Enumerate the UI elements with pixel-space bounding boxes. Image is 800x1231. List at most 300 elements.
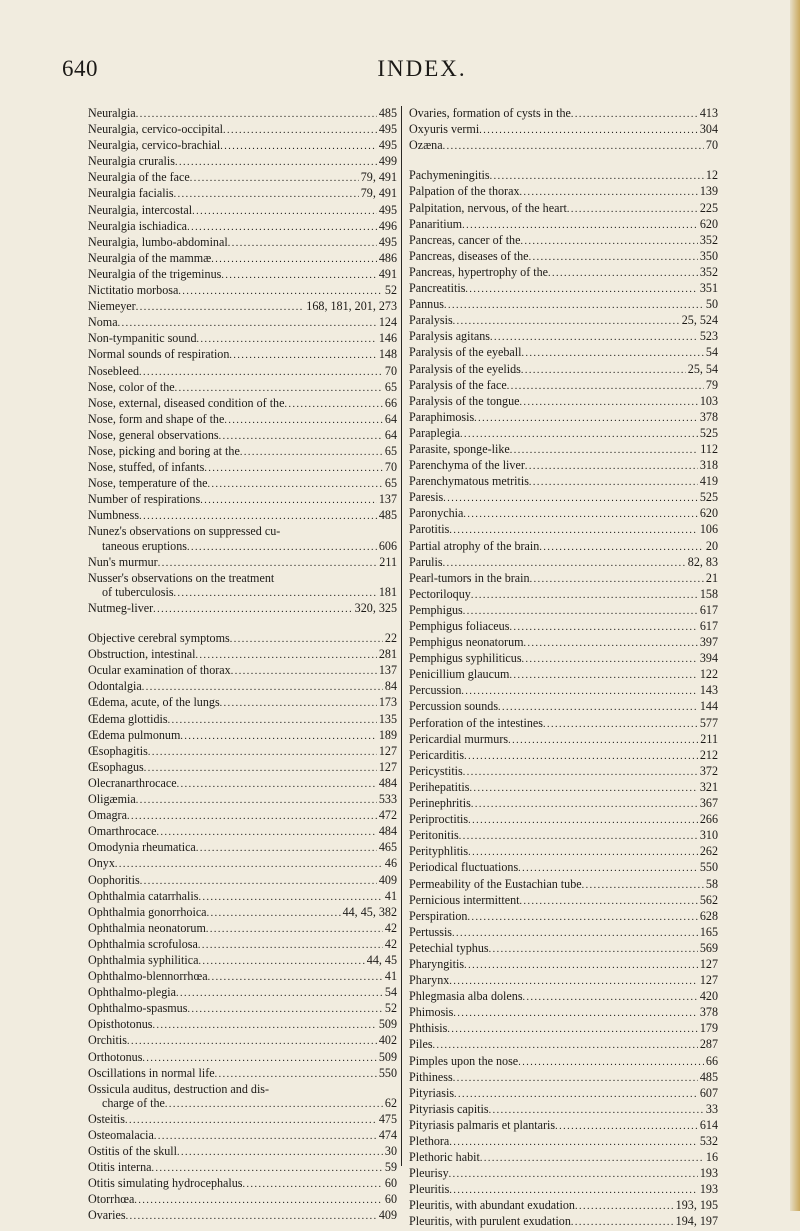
index-term: Pleuritis, with purulent exudation [409, 1214, 571, 1229]
page-reference: 146 [378, 331, 397, 346]
page-reference: 321 [699, 779, 718, 794]
index-term: Paronychia [409, 506, 464, 521]
index-term: Pemphigus neonatorum [409, 635, 524, 650]
index-term: Neuralgia of the trigeminus [88, 266, 222, 281]
dot-leader [168, 712, 377, 728]
dot-leader [165, 1096, 383, 1112]
index-entry [409, 1005, 718, 1021]
dot-leader [498, 699, 698, 715]
index-term: Parenchymatous metritis [409, 474, 529, 489]
page-reference: 42 [384, 936, 397, 951]
index-entry [409, 1021, 718, 1037]
index-entry [88, 856, 397, 872]
dot-leader [187, 1001, 382, 1017]
index-entry [409, 217, 718, 233]
page-reference: 495 [378, 202, 397, 217]
index-entry [88, 524, 397, 538]
page-reference: 378 [699, 1005, 718, 1020]
index-term: Pannus [409, 297, 444, 312]
dot-leader [508, 732, 698, 748]
dot-leader [518, 1054, 704, 1070]
index-term: Ophthalmo-blennorrhœa [88, 969, 208, 984]
index-term: Pityriasis capitis [409, 1101, 489, 1116]
index-entry [88, 1001, 397, 1017]
dot-leader [158, 555, 378, 571]
dot-leader [208, 476, 383, 492]
page-reference: 262 [699, 844, 718, 859]
page-reference: 607 [699, 1085, 718, 1100]
index-term: Numbness [88, 508, 140, 523]
dot-leader [571, 106, 698, 122]
index-entry [88, 695, 397, 711]
page-reference: 266 [699, 812, 718, 827]
index-term: Parenchyma of the liver [409, 458, 525, 473]
index-term: Percussion [409, 683, 462, 698]
page-reference: 620 [699, 506, 718, 521]
index-term: Œsophagus [88, 759, 144, 774]
index-term: Paralysis agitans [409, 329, 490, 344]
index-term: Osteomalacia [88, 1128, 154, 1142]
index-entry [409, 828, 718, 844]
dot-leader [196, 647, 377, 663]
index-columns [88, 106, 730, 1229]
index-entry [409, 345, 718, 361]
page-reference: 64 [384, 411, 397, 426]
index-term: Œsophagitis [88, 743, 148, 758]
index-entry [88, 1033, 397, 1049]
page-reference: 79, 491 [360, 186, 397, 201]
index-entry [409, 506, 718, 522]
index-entry [88, 154, 397, 170]
index-term: Perspiration [409, 908, 468, 923]
dot-leader [229, 347, 376, 363]
dot-leader [525, 458, 698, 474]
page-reference: 211 [379, 554, 397, 569]
index-entry [88, 396, 397, 412]
index-term: Panaritium [409, 216, 463, 231]
index-term: Œdema, acute, of the lungs [88, 695, 220, 710]
page-reference: 409 [378, 1208, 397, 1223]
page-reference: 54 [705, 345, 718, 360]
index-entry [88, 585, 397, 601]
index-term: Parulis [409, 554, 443, 569]
index-entry [409, 362, 718, 378]
index-term: Pearl-tumors in the brain [409, 570, 530, 585]
index-term: Nosebleed [88, 363, 140, 378]
dot-leader [125, 1112, 377, 1128]
index-term: Periodical fluctuations [409, 860, 519, 875]
dot-leader [449, 1182, 698, 1198]
index-entry [409, 1182, 718, 1198]
page-reference: 44, 45, 382 [342, 904, 397, 919]
index-entry [88, 889, 397, 905]
page-reference: 41 [384, 888, 397, 903]
dot-leader [221, 267, 377, 283]
index-entry [409, 571, 718, 587]
dot-leader [463, 764, 698, 780]
page-reference: 212 [699, 747, 718, 762]
dot-leader [465, 281, 697, 297]
index-term: Ozæna [409, 138, 443, 153]
dot-leader [523, 989, 698, 1005]
page-reference: 65 [384, 476, 397, 491]
index-entry [409, 539, 718, 555]
index-term: Pericarditis [409, 747, 465, 762]
index-entry [409, 313, 718, 329]
index-term: Oscillations in normal life [88, 1065, 215, 1080]
dot-leader [460, 426, 698, 442]
index-entry [88, 364, 397, 380]
index-term: Perityphlitis [409, 844, 469, 859]
index-entry [409, 490, 718, 506]
page-reference: 486 [378, 250, 397, 265]
index-entry [88, 1176, 397, 1192]
page-reference: 402 [378, 1033, 397, 1048]
index-entry [88, 380, 397, 396]
dot-leader [136, 792, 377, 808]
index-term: Ostitis of the skull [88, 1144, 178, 1159]
page-reference: 30 [384, 1144, 397, 1159]
dot-leader [462, 217, 698, 233]
dot-leader [463, 603, 698, 619]
dot-leader [520, 184, 698, 200]
index-term: Pectoriloquy [409, 586, 471, 601]
dot-leader [220, 138, 377, 154]
index-entry [409, 603, 718, 619]
dot-leader [479, 122, 698, 138]
index-term: Œdema glottidis [88, 711, 168, 726]
page-reference: 606 [378, 538, 397, 553]
page-reference: 352 [699, 264, 718, 279]
dot-leader [211, 251, 377, 267]
index-term: Parasite, sponge-like [409, 441, 510, 456]
index-term: taneous eruptions [102, 538, 187, 553]
dot-leader [136, 106, 377, 122]
index-term: Paralysis of the face [409, 377, 507, 392]
section-gap [409, 154, 718, 168]
dot-leader [489, 1102, 704, 1118]
index-entry [409, 426, 718, 442]
page-reference: 103 [699, 393, 718, 408]
index-entry [88, 508, 397, 524]
dot-leader [449, 522, 698, 538]
page-reference: 137 [378, 663, 397, 678]
index-term: Nutmeg-liver [88, 600, 154, 615]
index-entry [409, 1118, 718, 1134]
page-reference: 21 [705, 570, 718, 585]
index-entry [409, 442, 718, 458]
index-term: Pachymeningitis [409, 168, 490, 183]
index-term: Non-tympanitic sound [88, 331, 197, 346]
index-entry [409, 458, 718, 474]
dot-leader [452, 925, 698, 941]
index-entry [88, 728, 397, 744]
dot-leader [176, 985, 383, 1001]
dot-leader [449, 1166, 698, 1182]
index-term: Oophoritis [88, 872, 140, 887]
dot-leader [443, 490, 698, 506]
page-reference: 65 [384, 443, 397, 458]
index-entry [88, 663, 397, 679]
index-term: Pancreas, diseases of the [409, 248, 529, 263]
index-term: Paraplegia [409, 425, 461, 440]
page-reference: 42 [384, 920, 397, 935]
index-entry [88, 1066, 397, 1082]
index-term: Orchitis [88, 1033, 127, 1048]
dot-leader [543, 716, 698, 732]
index-term: Nose, stuffed, of infants [88, 460, 205, 475]
index-term: Periproctitis [409, 812, 469, 827]
page-reference: 158 [699, 586, 718, 601]
page-reference: 523 [699, 329, 718, 344]
index-term: Plethoric habit [409, 1150, 480, 1165]
index-term: Petechial typhus [409, 940, 489, 955]
index-entry [409, 716, 718, 732]
page-reference: 193, 195 [675, 1198, 718, 1213]
index-term: Ovaries, formation of cysts in the [409, 106, 571, 120]
page-reference: 65 [384, 379, 397, 394]
page-reference: 320, 325 [354, 600, 397, 615]
page-reference: 41 [384, 969, 397, 984]
index-term: Neuralgia ischiadica [88, 218, 188, 233]
index-term: Nusser's observations on the treatment [88, 570, 275, 585]
page-reference: 79, 491 [360, 170, 397, 185]
index-term: Pemphigus syphiliticus [409, 651, 522, 666]
index-entry [88, 1096, 397, 1112]
index-entry [409, 233, 718, 249]
dot-leader [187, 219, 377, 235]
index-entry [409, 201, 718, 217]
index-entry [88, 299, 397, 315]
dot-leader [142, 1050, 376, 1066]
index-entry [409, 249, 718, 265]
dot-leader [154, 1128, 377, 1144]
page-reference: 394 [699, 651, 718, 666]
index-term: Palpation of the thorax [409, 184, 520, 199]
index-entry [409, 989, 718, 1005]
index-entry [409, 522, 718, 538]
page-reference: 59 [384, 1160, 397, 1175]
dot-leader [459, 828, 698, 844]
index-entry [88, 571, 397, 585]
index-term: Ovaries [88, 1208, 126, 1223]
dot-leader [196, 840, 377, 856]
page-reference: 485 [378, 106, 397, 120]
index-term: Pleurisy [409, 1166, 449, 1181]
page-reference: 351 [699, 281, 718, 296]
index-entry [409, 860, 718, 876]
index-term: Pericystitis [409, 763, 463, 778]
index-term: Odontalgia [88, 679, 142, 694]
index-entry [88, 267, 397, 283]
dot-leader [555, 1118, 698, 1134]
index-term: Pertussis [409, 924, 453, 939]
dot-leader [243, 1176, 383, 1192]
page-reference: 189 [378, 727, 397, 742]
index-entry [409, 780, 718, 796]
page-reference: 168, 181, 201, 273 [306, 299, 397, 314]
index-term: Neuralgia of the face [88, 170, 190, 185]
page-reference: 281 [378, 647, 397, 662]
index-entry [88, 251, 397, 267]
index-term: Number of respirations [88, 492, 201, 507]
index-term: Pancreas, hypertrophy of the [409, 264, 549, 279]
dot-leader [204, 460, 383, 476]
page-reference: 84 [384, 679, 397, 694]
page-reference: 122 [699, 667, 718, 682]
page-reference: 137 [378, 492, 397, 507]
column-divider [401, 106, 402, 1166]
dot-leader [449, 1134, 698, 1150]
page-reference: 577 [699, 715, 718, 730]
index-term: Ophthalmia gonorrhoica [88, 904, 207, 919]
index-entry [88, 331, 397, 347]
dot-leader [469, 780, 697, 796]
index-term: Perinephritis [409, 796, 471, 811]
page-reference: 413 [699, 106, 718, 120]
dot-leader [197, 331, 377, 347]
index-entry [88, 219, 397, 235]
dot-leader [464, 748, 698, 764]
index-column-left [88, 106, 397, 1225]
dot-leader [520, 394, 698, 410]
page-reference: 193 [699, 1166, 718, 1181]
page-reference: 550 [699, 860, 718, 875]
dot-leader [192, 203, 377, 219]
page-reference: 127 [699, 956, 718, 971]
index-entry [409, 184, 718, 200]
page-reference: 139 [699, 184, 718, 199]
page-reference: 52 [384, 283, 397, 298]
index-entry [409, 1134, 718, 1150]
dot-leader [468, 812, 698, 828]
index-entry [88, 1082, 397, 1096]
index-entry [409, 941, 718, 957]
index-term: Percussion sounds [409, 699, 499, 714]
dot-leader [142, 679, 383, 695]
index-term: Paraphimosis [409, 409, 475, 424]
dot-leader [444, 297, 704, 313]
dot-leader [474, 410, 698, 426]
page-reference: 20 [705, 538, 718, 553]
page-reference: 66 [705, 1053, 718, 1068]
page-reference: 495 [378, 138, 397, 153]
dot-leader [582, 877, 704, 893]
dot-leader [509, 667, 697, 683]
index-entry [409, 796, 718, 812]
dot-leader [139, 364, 383, 380]
index-term: Neuralgia, intercostal [88, 202, 193, 217]
page-reference: 614 [699, 1117, 718, 1132]
index-term: Onyx [88, 856, 115, 871]
index-term: Paralysis of the eyelids [409, 361, 521, 376]
page-header [62, 56, 742, 86]
page-reference: 525 [699, 425, 718, 440]
page-reference: 318 [699, 458, 718, 473]
index-entry [409, 394, 718, 410]
index-entry [88, 106, 397, 122]
dot-leader [207, 905, 341, 921]
page-reference: 193 [699, 1182, 718, 1197]
page-reference: 533 [378, 792, 397, 807]
page-reference: 472 [378, 808, 397, 823]
page-reference: 25, 54 [687, 361, 718, 376]
dot-leader [208, 969, 383, 985]
page-reference: 350 [699, 248, 718, 263]
index-entry [88, 631, 397, 647]
index-entry [409, 1166, 718, 1182]
page-reference: 474 [378, 1128, 397, 1142]
index-entry [88, 460, 397, 476]
dot-leader [510, 442, 699, 458]
page-reference: 352 [699, 232, 718, 247]
index-term: Orthotonus [88, 1049, 143, 1064]
index-entry [88, 1050, 397, 1066]
index-term: Permeability of the Eustachian tube [409, 876, 582, 891]
page-reference: 46 [384, 856, 397, 871]
dot-leader [177, 1144, 383, 1160]
index-entry [88, 539, 397, 555]
dot-leader [151, 1160, 382, 1176]
index-entry [409, 122, 718, 138]
page-reference: 79 [705, 377, 718, 392]
dot-leader [518, 860, 698, 876]
index-term: Niemeyer [88, 299, 136, 314]
dot-leader [115, 856, 383, 872]
index-column-right [409, 106, 718, 1231]
page-reference: 22 [384, 631, 397, 646]
index-term: charge of the [102, 1095, 165, 1110]
page-reference: 499 [378, 154, 397, 169]
dot-leader [190, 170, 359, 186]
page-reference: 562 [699, 892, 718, 907]
dot-leader [433, 1037, 698, 1053]
index-entry [88, 203, 397, 219]
index-term: Phthisis [409, 1021, 448, 1036]
index-entry [409, 410, 718, 426]
index-term: Paralysis of the tongue [409, 393, 520, 408]
dot-leader [139, 508, 377, 524]
index-term: Ophthalmia catarrhalis [88, 888, 199, 903]
index-term: Œdema pulmonum [88, 727, 181, 742]
index-term: Neuralgia [88, 106, 136, 120]
dot-leader [443, 138, 704, 154]
dot-leader [118, 315, 377, 331]
index-term: Plethora [409, 1134, 450, 1148]
page-reference: 54 [384, 985, 397, 1000]
page-reference: 475 [378, 1111, 397, 1126]
dot-leader [178, 283, 383, 299]
index-entry [88, 476, 397, 492]
index-entry [409, 138, 718, 154]
index-entry [409, 844, 718, 860]
dot-leader [509, 619, 697, 635]
page-reference: 64 [384, 427, 397, 442]
page-reference: 173 [378, 695, 397, 710]
index-term: Ophthalmo-plegia [88, 985, 176, 1000]
index-term: Obstruction, intestinal [88, 647, 196, 662]
index-term: Pityriasis palmaris et plantaris [409, 1117, 556, 1132]
page-reference: 465 [378, 840, 397, 855]
page-reference: 419 [699, 474, 718, 489]
index-entry [88, 1017, 397, 1033]
dot-leader [174, 585, 377, 601]
dot-leader [136, 299, 305, 315]
page-reference: 617 [699, 619, 718, 633]
page-reference: 617 [699, 602, 718, 617]
dot-leader [522, 651, 698, 667]
index-entry [88, 555, 397, 571]
